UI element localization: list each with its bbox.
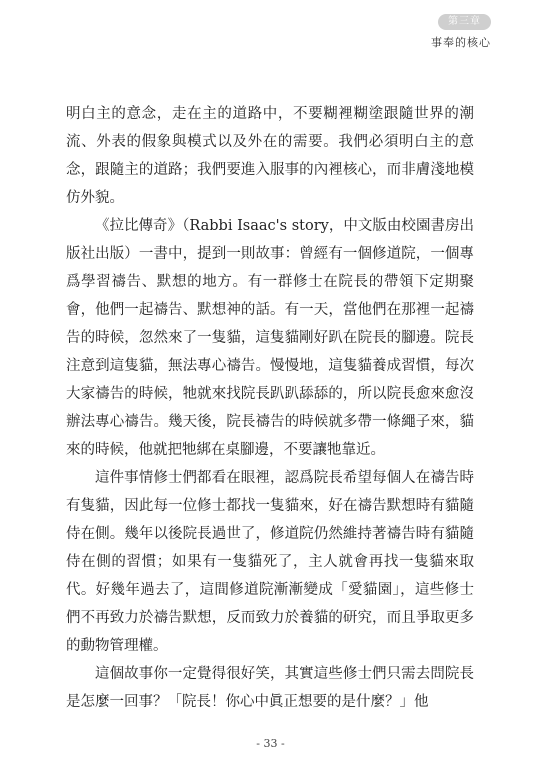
page-number: - 33 - — [256, 737, 285, 750]
paragraph: 明白主的意念，走在主的道路中，不要糊裡糊塗跟隨世界的潮流、外表的假象與模式以及外在的需要。我們必須明白主的意念，跟隨主的道路；我們要進入服事的內裡核心，而非膚淺地模仿外貌。 — [66, 106, 474, 206]
body-text — [66, 100, 474, 716]
page-header — [431, 14, 491, 50]
paragraph: 《拉比傳奇》（Rabbi Isaac's story，中文版由校園書房出版社出版）一書中，提到一則故事：曾經有一個修道院，一個專爲學習禱告、默想的地方。有一群修士在院長的帶領下定期聚會，他們一起禱告、默想神的話。有一天，當他們在那裡一起禱告的時候，忽然來了一隻貓，這隻貓剛好趴在院長的腳邊。院長注意到這隻貓，無法專心禱告。慢慢地，這隻貓養成習慣，每次大家禱告的時候，牠就來找院長趴趴舔舔的，所以院長愈來愈沒辦法專心禱告。幾天後，院長禱告的時候就多帶一條繩子來，貓來的時候，他就把牠綁在桌腳邊，不要讓牠靠近。 — [66, 218, 474, 458]
chapter-badge: 第三章 — [438, 14, 491, 30]
paragraph: 這個故事你一定覺得很好笑，其實這些修士們只需去問院長是怎麼一回事？「院長！你心中眞正想要的是什麼？」他 — [66, 666, 474, 710]
paragraph: 這件事情修士們都看在眼裡，認爲院長希望每個人在禱告時有隻貓，因此每一位修士都找一隻貓來，好在禱告默想時有貓隨侍在側。幾年以後院長過世了，修道院仍然維持著禱告時有貓隨侍在側的習慣；如果有一隻貓死了，主人就會再找一隻貓來取代。好幾年過去了，這間修道院漸漸變成「愛貓園」，這些修士們不再致力於禱告默想，反而致力於養貓的研究，而且爭取更多的動物管理權。 — [66, 470, 474, 654]
chapter-title: 事奉的核心 — [431, 36, 491, 49]
